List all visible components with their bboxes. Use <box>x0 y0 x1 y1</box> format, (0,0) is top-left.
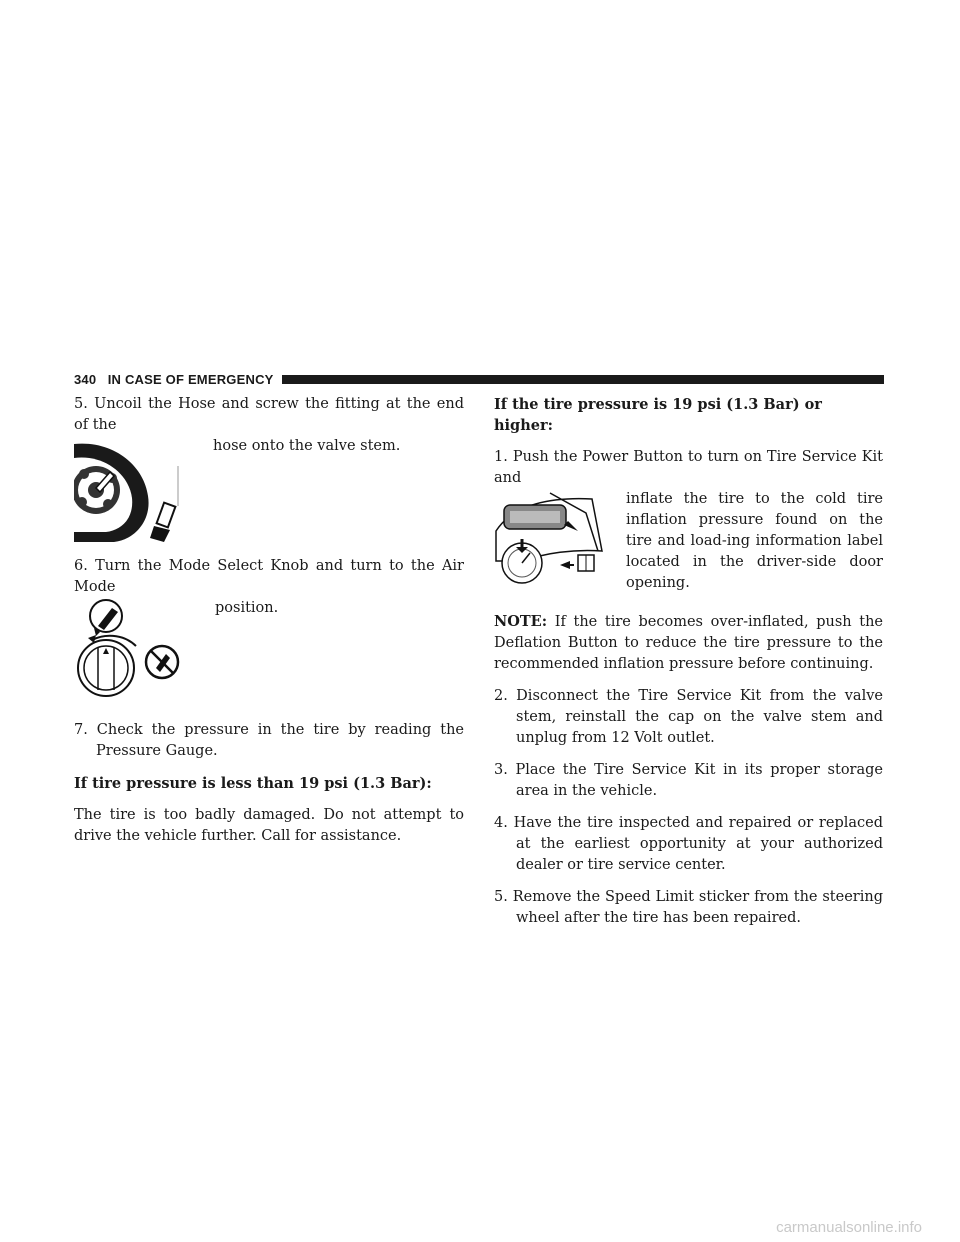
step-5-line1: 5. Uncoil the Hose and screw the fitting at the end of the <box>74 396 464 433</box>
note <box>494 611 883 675</box>
step-1-block <box>494 489 883 597</box>
note-label: NOTE: <box>494 613 548 630</box>
section-title: IN CASE OF EMERGENCY <box>107 371 274 387</box>
right-step-4: 4. Have the tire inspected and repaired or replaced at the earliest opportunity at your authorized dealer or tire service center. <box>494 815 883 873</box>
right-column <box>494 394 883 929</box>
page-number: 340 <box>74 371 97 387</box>
right-step-5: 5. Remove the Speed Limit sticker from the steering wheel after the tire has been repaired. <box>494 889 883 926</box>
step-5-block <box>74 436 464 546</box>
step-6-continuation: position. <box>215 600 279 616</box>
step-1-line1: 1. Push the Power Button to turn on Tire Service Kit and <box>494 449 883 486</box>
page-number-section <box>74 372 274 387</box>
step-6-line1: 6. Turn the Mode Select Knob and turn to the Air Mode <box>74 558 464 595</box>
right-step-3: 3. Place the Tire Service Kit in its proper storage area in the vehicle. <box>494 762 883 799</box>
right-heading: If the tire pressure is 19 psi (1.3 Bar) or higher: <box>494 396 822 434</box>
page-header <box>74 372 884 386</box>
left-paragraph: The tire is too badly damaged. Do not attempt to drive the vehicle further. Call for assistance. <box>74 807 464 844</box>
step-1-continuation: inflate the tire to the cold tire inflation pressure found on the tire and load-ing information label located in the driver-side door opening. <box>626 491 883 591</box>
right-step-2: 2. Disconnect the Tire Service Kit from the valve stem, reinstall the cap on the valve stem and unplug from 12 Volt outlet. <box>494 688 883 746</box>
tire-valve-hose-illustration <box>74 436 184 544</box>
tire-service-kit-inflate-illustration <box>494 491 604 591</box>
mode-select-knob-illustration <box>74 598 194 702</box>
header-rule <box>282 375 884 384</box>
step-5-continuation: hose onto the valve stem. <box>213 438 401 454</box>
left-column <box>74 394 464 847</box>
step-6-block <box>74 598 464 706</box>
note-text: If the tire becomes over-inflated, push the Deflation Button to reduce the tire pressure to the recommended inflation pressure before continuing. <box>494 614 884 672</box>
watermark: carmanualsonline.info <box>776 1219 922 1236</box>
step-7: 7. Check the pressure in the tire by reading the Pressure Gauge. <box>74 722 464 759</box>
left-heading: If tire pressure is less than 19 psi (1.3 Bar): <box>74 775 432 792</box>
